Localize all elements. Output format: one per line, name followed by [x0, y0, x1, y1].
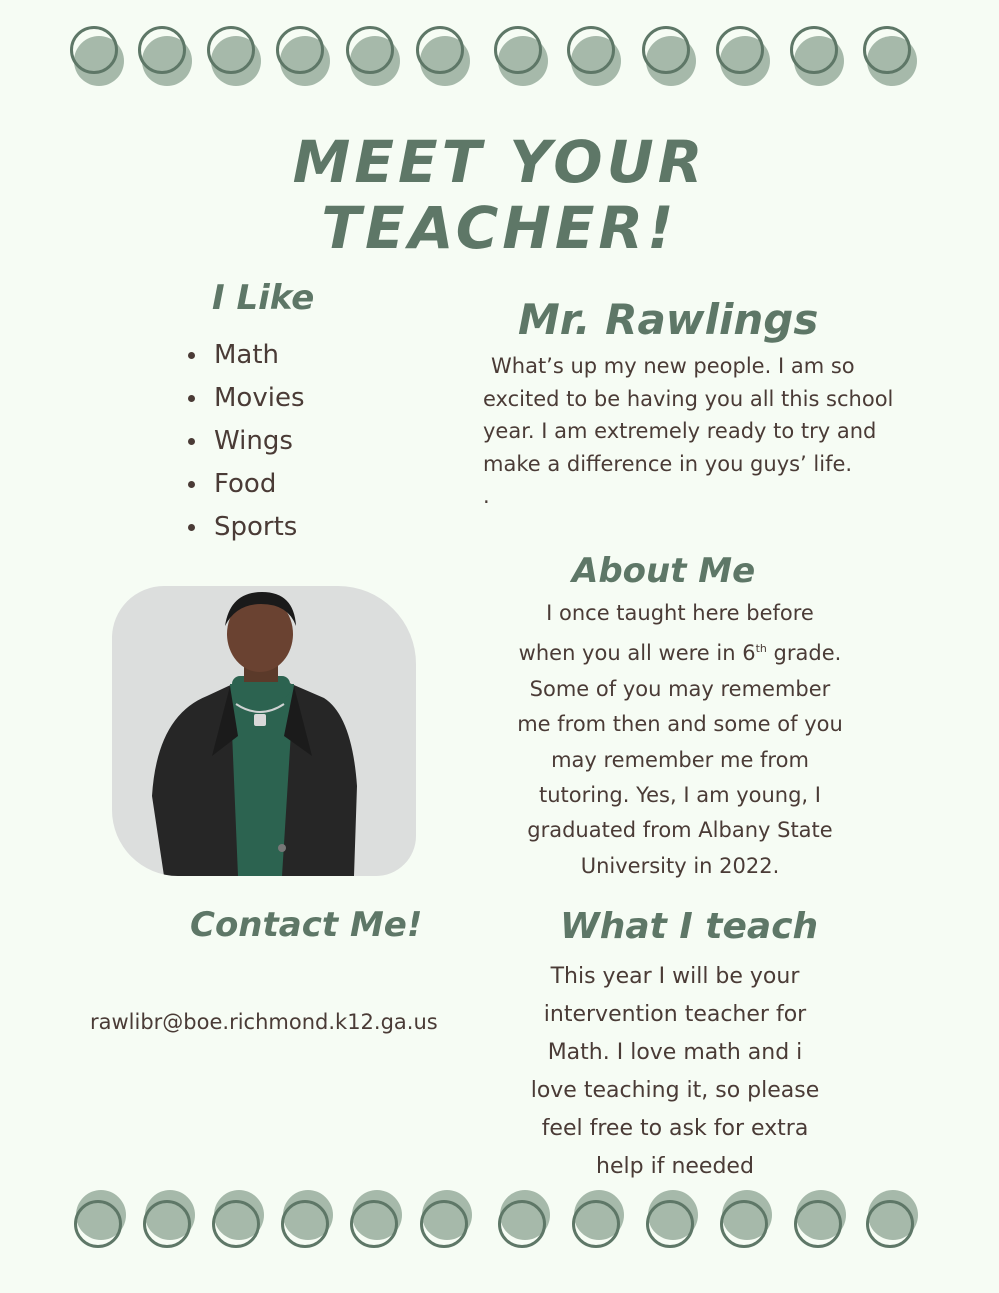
page-title-line1: MEET YOUR [292, 128, 707, 196]
about-heading: About Me [572, 551, 756, 591]
email-link[interactable]: rawlibr@boe.richmond.k12.ga.us [90, 1010, 438, 1034]
teach-line: feel free to ask for extra [541, 1116, 809, 1141]
about-line: me from then and some of you [517, 712, 843, 737]
likes-heading: I Like [212, 278, 315, 318]
teach-line: intervention teacher for [543, 1002, 807, 1027]
about-line: may remember me from [551, 747, 809, 772]
list-item: Wings [186, 420, 305, 463]
teach-heading: What I teach [560, 906, 819, 947]
teach-line: This year I will be your [550, 964, 800, 989]
about-line: graduated from Albany State [527, 818, 833, 843]
teacher-photo [112, 586, 416, 876]
page-title-line2: TEACHER! [321, 194, 678, 262]
teach-paragraph [510, 958, 840, 1186]
intro-paragraph [483, 350, 913, 513]
intro-trailing: . [483, 484, 490, 508]
about-line: I once taught here before [546, 601, 814, 625]
list-item: Movies [186, 377, 305, 420]
likes-list [186, 334, 305, 549]
top-circle-decoration [0, 26, 999, 106]
teach-line: love teaching it, so please [530, 1078, 820, 1103]
about-line-2: when you all were in 6th grade. [518, 641, 842, 666]
about-paragraph [500, 596, 860, 884]
bottom-circle-decoration [0, 1190, 999, 1270]
contact-heading: Contact Me! [190, 905, 423, 945]
teach-line: Math. I love math and i [547, 1040, 803, 1065]
teach-line: help if needed [596, 1154, 754, 1179]
teacher-name: Mr. Rawlings [518, 295, 819, 344]
list-item: Math [186, 334, 305, 377]
about-line: Some of you may remember [529, 676, 831, 701]
list-item: Sports [186, 506, 305, 549]
superscript: th [755, 642, 767, 656]
about-line: tutoring. Yes, I am young, I [539, 783, 821, 808]
intro-text: What’s up my new people. I am so excited to be having you all this school year. I am extremely ready to try and make a difference in you guys’ life. [483, 354, 894, 476]
about-line: University in 2022. [580, 853, 780, 878]
list-item: Food [186, 463, 305, 506]
teacher-portrait-icon [112, 586, 416, 876]
